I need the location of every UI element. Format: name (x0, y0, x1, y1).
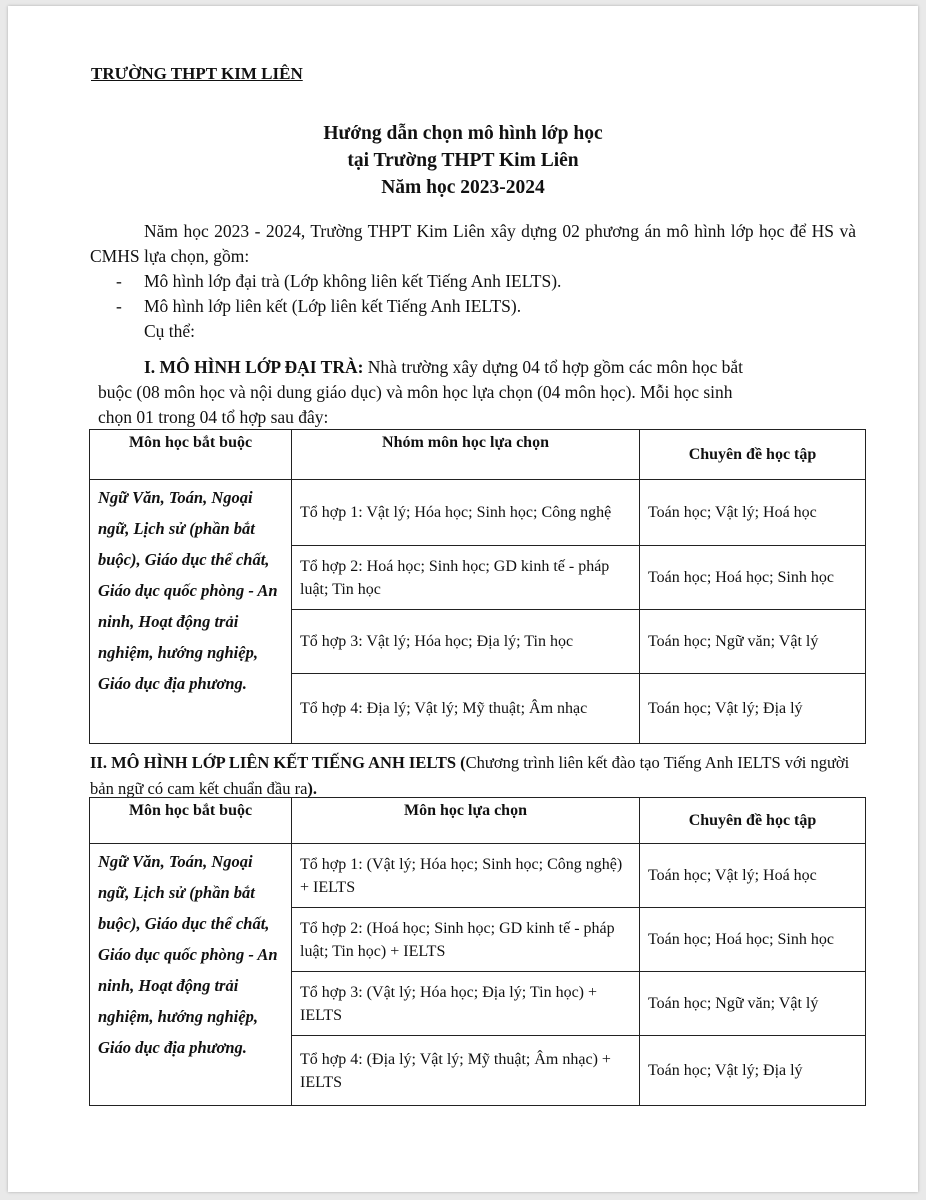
combo-cell: Tổ hợp 2: Hoá học; Sinh học; GD kinh tế - pháp luật; Tin học (292, 546, 640, 610)
header-topics: Chuyên đề học tập (640, 430, 866, 480)
school-name: TRƯỜNG THPT KIM LIÊN (91, 64, 303, 83)
header-required: Môn học bắt buộc (90, 798, 292, 844)
topics-cell: Toán học; Ngữ văn; Vật lý (640, 972, 866, 1036)
title-line-1: Hướng dẫn chọn mô hình lớp học (323, 123, 603, 144)
combo-cell: Tổ hợp 3: (Vật lý; Hóa học; Địa lý; Tin học) + IELTS (292, 972, 640, 1036)
table-row (90, 844, 866, 908)
topics-cell: Toán học; Vật lý; Địa lý (640, 1036, 866, 1106)
topics-cell: Toán học; Hoá học; Sinh học (640, 546, 866, 610)
combo-cell: Tổ hợp 4: (Địa lý; Vật lý; Mỹ thuật; Âm nhạc) + IELTS (292, 1036, 640, 1106)
combo-cell: Tổ hợp 1: (Vật lý; Hóa học; Sinh học; Công nghệ) + IELTS (292, 844, 640, 908)
table-row (90, 480, 866, 546)
document-title (8, 120, 918, 201)
header-elective-group: Môn học lựa chọn (292, 798, 640, 844)
intro-bullet-1: - Mô hình lớp đại trà (Lớp không liên kết Tiếng Anh IELTS). (116, 271, 562, 291)
topics-cell: Toán học; Vật lý; Địa lý (640, 674, 866, 744)
section-2-text: Chương trình liên kết đào tạo Tiếng Anh IELTS với người bản ngữ có cam kết chuẩn đầu ra (90, 753, 850, 798)
combo-cell: Tổ hợp 1: Vật lý; Hóa học; Sinh học; Công nghệ (292, 480, 640, 546)
topics-cell: Toán học; Ngữ văn; Vật lý (640, 610, 866, 674)
combo-cell: Tổ hợp 3: Vật lý; Hóa học; Địa lý; Tin học (292, 610, 640, 674)
topics-cell: Toán học; Vật lý; Hoá học (640, 480, 866, 546)
section-1-text: Nhà trường xây dựng 04 tổ hợp gồm các môn học bắt (367, 357, 744, 377)
table-standard-model (89, 429, 866, 744)
document-page (8, 6, 918, 1192)
required-subjects-cell: Ngữ Văn, Toán, Ngoại ngữ, Lịch sử (phần bắt buộc), Giáo dục thể chất, Giáo dục quốc phòng - An ninh, Hoạt động trải nghiệm, hướng nghiệp, Giáo dục địa phương. (90, 844, 292, 1106)
intro-bullet-2: - Mô hình lớp liên kết (Lớp liên kết Tiếng Anh IELTS). (116, 296, 522, 316)
section-1-intro: I. MÔ HÌNH LỚP ĐẠI TRÀ: Nhà trường xây dựng 04 tổ hợp gồm các môn học bắt buộc (08 môn học và nội dung giáo dục) và môn học lựa chọn (04 môn học). Mỗi học sinh chọn 01 trong 04 tổ hợp sau đây: (98, 357, 744, 427)
title-line-2: tại Trường THPT Kim Liên (347, 150, 579, 171)
header-topics: Chuyên đề học tập (640, 798, 866, 844)
combo-cell: Tổ hợp 4: Địa lý; Vật lý; Mỹ thuật; Âm nhạc (292, 674, 640, 744)
section-2-intro: II. MÔ HÌNH LỚP LIÊN KẾT TIẾNG ANH IELTS (Chương trình liên kết đào tạo Tiếng Anh IELTS với người bản ngữ có cam kết chuẩn đầu ra). (90, 753, 850, 798)
combo-cell: Tổ hợp 2: (Hoá học; Sinh học; GD kinh tế - pháp luật; Tin học) + IELTS (292, 908, 640, 972)
section-2-heading: II. MÔ HÌNH LỚP LIÊN KẾT TIẾNG ANH IELTS ( (90, 753, 466, 772)
table-ielts-model (89, 797, 866, 1106)
intro-paragraph: Năm học 2023 - 2024, Trường THPT Kim Liên xây dựng 02 phương án mô hình lớp học để HS và CMHS lựa chọn, gồm: (90, 221, 856, 266)
intro-section (90, 219, 856, 344)
title-line-3: Năm học 2023-2024 (381, 177, 545, 198)
header-required: Môn học bắt buộc (90, 430, 292, 480)
required-subjects-cell: Ngữ Văn, Toán, Ngoại ngữ, Lịch sử (phần bắt buộc), Giáo dục thể chất, Giáo dục quốc phòng - An ninh, Hoạt động trải nghiệm, hướng nghiệp, Giáo dục địa phương. (90, 480, 292, 744)
table-header-row (90, 798, 866, 844)
header-elective-group: Nhóm môn học lựa chọn (292, 430, 640, 480)
topics-cell: Toán học; Vật lý; Hoá học (640, 844, 866, 908)
section-1-heading: I. MÔ HÌNH LỚP ĐẠI TRÀ: (144, 357, 364, 377)
topics-cell: Toán học; Hoá học; Sinh học (640, 908, 866, 972)
table-header-row (90, 430, 866, 480)
intro-cu-the: Cụ thể: (144, 321, 196, 341)
